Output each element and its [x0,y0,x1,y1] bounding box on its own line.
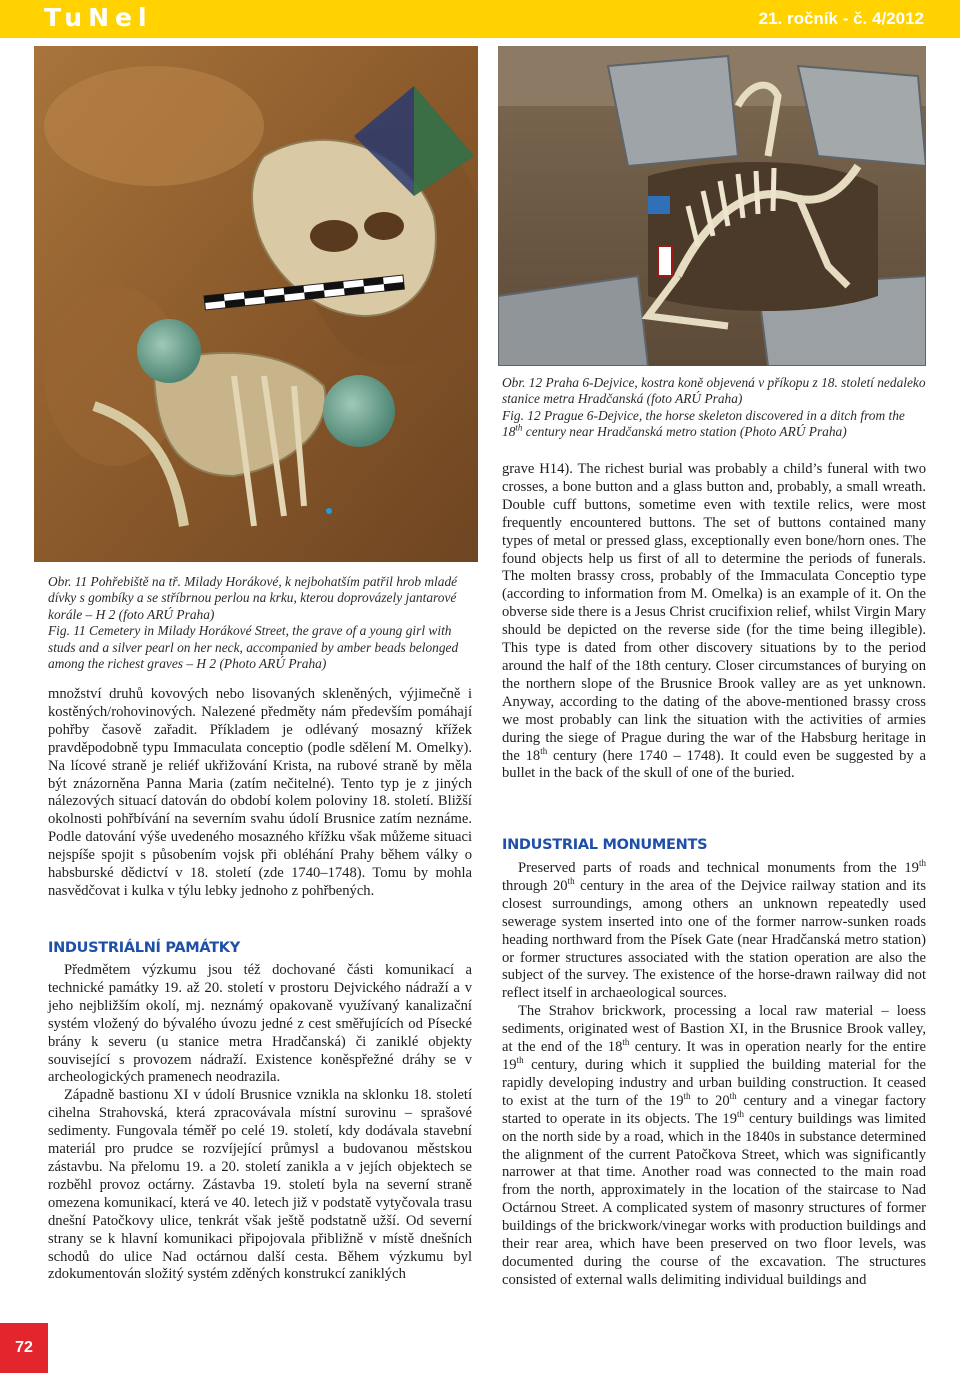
caption-cz: Obr. 11 Pohřebiště na tř. Milady Horákové, k nejbohatším patřil hrob mladé dívky s gombíky a se stříbrnou perlou na krku, kterou doprovázely jantarové korále – H 2 (foto ARÚ Praha) [48,574,458,622]
page-number: 72 [0,1323,48,1373]
caption-cz: Obr. 12 Praha 6-Dejvice, kostra koně objevená v příkopu z 18. století nedaleko stanice metra Hradčanská (foto ARÚ Praha) [502,375,926,407]
paragraph: grave H14). The richest burial was probably a child’s funeral with two crosses, a bone button and a glass button and, probably, a small wreath. Double cuff buttons, sometime even with textile relics, were most frequently encountered buttons. The set of buttons contained many types of metal or pressed glass, exceptionally even bone/horn ones. The found objects help us first of all to determine the periods of funerals. The molten brassy cross, probably of the Immaculata Conceptio type (according to information from M. Omelka) is an example of it. On the obverse side there is a Jesus Christ crucifixion relief, whilst Virgin Mary should be depicted on the reverse side (for the time being illegible). This type is dated from other discovery situations by to the period around the half of the 18th century. Closer circumstances of burying on the northern slope of the Brusnice Brook valley are as yet unknown. Anyway, according to the dating of the above-mentioned brassy cross we most probably can link the situation with the activities of armies during the siege of Prague during the war of the Habsburg heritage in the 18th century (here 1740 – 1748). It could even be suggested by a bullet in the back of the skull of one of the buried. [502,461,927,782]
left-column-text-1 [48,686,472,901]
excavated-skeleton-image [34,46,478,562]
section-heading-en: INDUSTRIAL MONUMENTS [502,837,708,853]
section-heading-cz: INDUSTRIÁLNÍ PAMÁTKY [48,940,240,956]
paragraph: Předmětem výzkumu jsou též dochované části komunikací a technické památky 19. až 20. století v prostoru Dejvického nádraží a v jeho nejbližším okolí, mj. neznámý opakovaně využívaný kanalizační systém vložený do bývalého úvozu jedné z cest směřujících od Písecké brány k severu (u stanice metra Hradčanská) či zaniklé objekty související s provozem nádraží. Existence koněspřežné dráhy se v archeologických pramenech neodrazila. [48,962,472,1086]
caption-en: Fig. 11 Cemetery in Milady Horákové Street, the grave of a young girl with studs and a silver pearl on her neck, accompanied by amber beads belonged among the richest graves – H 2 (Photo ARÚ Praha) [48,623,459,672]
excavated-skeleton-photo [34,46,478,562]
paragraph: Preserved parts of roads and technical monuments from the 19th through 20th century in the area of the Dejvice railway station and its closest surroundings, among others an unknown repeatedly used sewerage system inserted into one of the former narrow-sunken roads heading northward from the Písek Gate (near Hradčanská metro station) or former structures associated with the station operation are also the subject of the survey. The existence of the horse-drawn railway did not reflect itself in archaeological sources. [502,858,926,1002]
left-column-text-2 [48,962,472,1284]
caption-en: Fig. 12 Prague 6-Dejvice, the horse skeleton discovered in a ditch from the 18th century near Hradčanská metro station (Photo ARÚ Praha) [502,407,905,440]
paragraph: množství druhů kovových nebo lisovaných skleněných, výjimečně i kostěných/rohovinových. Nalezené předměty nám především pomáhají pohřby časově zařadit. Příkladem je odlévaný mosazný křížek pravděpodobně typu Immaculata conceptio (podle sdělení M. Omelky). Na lícové straně je reliéf ukřižování Krista, na rubové straně by měla být znázorněna Panna Maria (zatím nečitelné). Tento typ je z jiných nálezových situací datován do období kolem poloviny 18. století. Bližší okolnosti pohřbívání na severním svahu údolí Brusnice zatím neznáme. Podle datování výše uvedeného mosazného křížku však můžeme situaci nejspíše spojit s působením vojsk při obléhání Prahy během války o habsburské dědictví v 18. století (zde 1740–1748). Tomu by mohla nasvědčovat i kulka v týlu lebky jednoho z pohřbených. [48,686,472,899]
horse-skeleton-photo [498,46,926,366]
right-column-text-2 [502,860,926,1290]
paragraph: Západně bastionu XI v údolí Brusnice vznikla na sklonku 18. století cihelna Strahovská, která zpracovávala místní surovinu – sprašové sedimenty. Fungovala téměř po celé 19. století, kdy dodávala stavební materiál pro prudce se rozvíjející průmysl a budovanou městskou zástavbu. Na přelomu 19. a 20. století zanikla a v jejích objektech se rozběhl provoz octárny. Zástavba 19. století byla na severní straně omezena komunikací, která ve 40. letech již v podstatě vytyčovala trasu dnešní Patočkovy ulice, tenkrát však ještě podstatně užší. Od severní strany se k hlavní komunikaci připojovala přibližně v místě dnešních schodů do ulice Nad octárnou další cesta. Během výzkumu byl zdokumentován složitý systém zděných konstrukcí zaniklých [48,1087,472,1283]
paragraph: The Strahov brickwork, processing a local raw material – loess sediments, originated west of Bastion XI, in the Brusnice Brook valley, at the end of the 18th century. It was in operation nearly for the entire 19th century, during which it supplied the building material for the rapidly developing industry and urban building construction. It ceased to exist at the turn of the 19th to 20th century and a vinegar factory started to operate in its objects. The 19th century buildings was limited on the north side by a road, which in the 1840s in substance determined the alignment of the current Patočkova Street, which was significantly narrower at that time. Another road was connected to the main road from the north, approximately in the location of the staircase to Nad Octárnou Street. A complicated system of masonry structures of former buildings of the brickwork/vinegar works with production buildings and their rear area, which have been preserved on two floor levels, was documented during the course of the excavation. The structures consisted of external walls delimiting individual buildings and [502,1003,926,1288]
figure-11-caption [48,574,472,672]
page-header [0,0,960,38]
horse-skeleton-image [498,46,926,366]
figure-12-caption [502,375,926,441]
magazine-logo: TuNel [44,3,153,32]
issue-label: 21. ročník - č. 4/2012 [758,9,924,28]
right-column-text-1 [502,461,926,783]
